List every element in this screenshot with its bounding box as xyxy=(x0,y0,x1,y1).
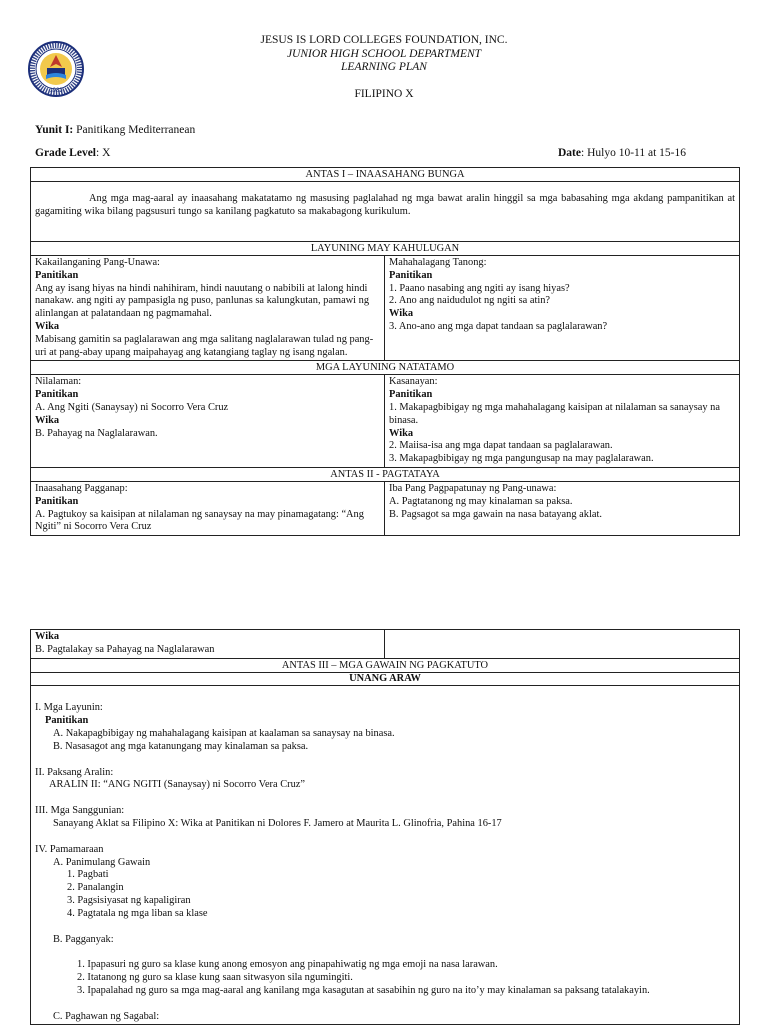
antas2-title: ANTAS II - PAGTATAYA xyxy=(31,467,740,481)
left-text: Ang ay isang hiyas na hindi nahihiram, hindi nauutang o nabibili at lalong hindi nanakaw. ang ngiti ay pampasigla ng puso, panlunas sa kalungkutan, pamawi ng alinlangan at palatandaan ng pagmamahal. xyxy=(35,282,370,320)
wika-label: Wika xyxy=(35,320,60,332)
document-header xyxy=(0,34,768,75)
skill-item: 1. Makapagbibigay ng mga mahahalagang kaisipan at nilalaman sa sanaysay na binasa. xyxy=(389,401,720,426)
panitikan-label: Panitikan xyxy=(35,269,79,281)
question-item: 2. Ano ang naidudulot ng ngiti sa atin? xyxy=(389,295,551,307)
section-heading: IV. Pamamaraan xyxy=(35,843,104,855)
nilalaman-cell xyxy=(31,375,385,468)
date-line xyxy=(558,147,686,159)
procedure-heading: C. Paghawan ng Sagabal: xyxy=(53,1010,160,1022)
panitikan-label: Panitikan xyxy=(35,495,79,507)
procedure-heading: B. Pagganyak: xyxy=(53,933,114,945)
panitikan-label: Panitikan xyxy=(389,389,433,401)
antas3-title: ANTAS III – MGA GAWAIN NG PAGKATUTO xyxy=(31,658,740,672)
subject-title: FILIPINO X xyxy=(354,88,414,100)
evidence-item: B. Pagsagot sa mga gawain na nasa batayang aklat. xyxy=(389,508,602,520)
panitikan-label: Panitikan xyxy=(389,269,433,281)
lesson-topic: ARALIN II: “ANG NGITI (Sanaysay) ni Socorro Vera Cruz” xyxy=(49,779,306,791)
performance-item: B. Pagtalakay sa Pahayag na Naglalarawan xyxy=(35,643,215,655)
question-item: 1. Paano nasabing ang ngiti ay isang hiyas? xyxy=(389,282,570,294)
wika-label: Wika xyxy=(35,414,60,426)
section-heading: II. Paksang Aralin: xyxy=(35,766,114,778)
evidence-item: A. Pagtatanong ng may kinalaman sa paksa. xyxy=(389,495,573,507)
document-type: LEARNING PLAN xyxy=(341,61,427,73)
performance-item: A. Pagtukoy sa kaisipan at nilalaman ng sanaysay na may pinamagatang: “Ang Ngiti” ni Socorro Vera Cruz xyxy=(35,508,364,533)
date-value: : Hulyo 10-11 at 15-16 xyxy=(581,147,686,159)
left-head: Inaasahang Pagganap: xyxy=(35,482,128,494)
department-name: JUNIOR HIGH SCHOOL DEPARTMENT xyxy=(286,47,482,60)
unang-araw-cell xyxy=(31,672,740,1024)
inaasahang-pagganap-cell xyxy=(31,481,385,535)
section-heading: I. Mga Layunin: xyxy=(35,702,103,714)
learning-plan-table xyxy=(30,167,740,536)
procedure-item: 3. Pagsisiyasat ng kapaligiran xyxy=(67,894,191,906)
procedure-item: 4. Pagtatala ng mga liban sa klase xyxy=(67,907,208,919)
procedure-item: 2. Panalangin xyxy=(67,882,124,894)
question-item: 3. Ano-ano ang mga dapat tandaan sa paglalarawan? xyxy=(389,320,608,332)
panitikan-label: Panitikan xyxy=(45,715,89,727)
grade-label: Grade Level xyxy=(35,147,96,159)
content-item: B. Pahayag na Naglalarawan. xyxy=(35,427,158,439)
learning-plan-table-continued xyxy=(30,629,740,1025)
objective-item: B. Nasasagot ang mga katanungang may kinalaman sa paksa. xyxy=(53,740,309,752)
grade-value: : X xyxy=(96,147,111,159)
layunin-title: LAYUNING MAY KAHULUGAN xyxy=(31,242,740,256)
reference-text: Sanayang Aklat sa Filipino X: Wika at Panitikan ni Dolores F. Jamero at Maurita L. Glinofria, Pahina 16-17 xyxy=(53,817,502,829)
unit-line xyxy=(35,124,195,136)
unit-value: Panitikang Mediterranean xyxy=(76,124,196,136)
antas1-title: ANTAS I – INAASAHANG BUNGA xyxy=(31,168,740,182)
left-head: Nilalaman: xyxy=(35,376,82,388)
date-label: Date xyxy=(558,147,581,159)
content-item: A. Ang Ngiti (Sanaysay) ni Socorro Vera Cruz xyxy=(35,401,229,413)
procedure-item: 3. Ipapalahad ng guro sa mga mag-aaral ang kanilang mga kasagutan at sasabihin ng guro na ito’y may kinalaman sa paksang tatalakayin. xyxy=(77,984,650,996)
kakailanganing-pang-unawa-cell xyxy=(31,256,385,361)
left-text: Mabisang gamitin sa paglalarawan ang mga salitang naglalarawan tulad ng pang-uri at pang-abay upang maipahayag ang katangiang taglay ng isang ngalan. xyxy=(35,333,374,358)
natatamo-title: MGA LAYUNING NATATAMO xyxy=(31,361,740,375)
unit-label: Yunit I: xyxy=(35,124,74,136)
wika-label: Wika xyxy=(35,631,60,642)
skill-item: 2. Maiisa-isa ang mga dapat tandaan sa paglalarawan. xyxy=(389,440,613,452)
right-head: Kasanayan: xyxy=(389,376,438,388)
left-head: Kakailanganing Pang-Unawa: xyxy=(35,257,160,268)
panitikan-label: Panitikan xyxy=(35,389,79,401)
school-name: JESUS IS LORD COLLEGES FOUNDATION, INC. xyxy=(260,34,508,46)
kasanayan-cell xyxy=(385,375,740,468)
svg-text:1983: 1983 xyxy=(49,88,63,94)
empty-cell xyxy=(385,630,740,659)
antas1-paragraph: Ang mga mag-aaral ay inaasahang makatatamo ng masusing paglalahad ng mga bawat aralin hinggil sa mga babasahing mga akdang pampanitikan at gagamiting wika bilang pagsusuri tungo sa kanilang pagkatuto sa makabagong kurikulum. xyxy=(31,182,740,242)
activities-body xyxy=(31,685,739,1023)
objective-item: A. Nakapagbibigay ng mahahalagang kaisipan at kaalaman sa sanaysay na binasa. xyxy=(53,727,395,739)
grade-line xyxy=(35,147,110,159)
procedure-item: 1. Ipapasuri ng guro sa klase kung anong emosyon ang pinapahiwatig ng mga emoji na nasa larawan. xyxy=(77,959,498,971)
right-head: Mahahalagang Tanong: xyxy=(389,257,487,268)
skill-item: 3. Makapagbibigay ng mga pangungusap na may paglalarawan. xyxy=(389,453,654,465)
section-heading: III. Mga Sanggunian: xyxy=(35,805,125,817)
wika-label: Wika xyxy=(389,427,414,439)
wika-label: Wika xyxy=(389,308,414,320)
procedure-item: 2. Itatanong ng guro sa klase kung saan sitwasyon sila ngumingiti. xyxy=(77,972,353,984)
day-title: UNANG ARAW xyxy=(349,672,421,684)
right-head: Iba Pang Pagpapatunay ng Pang-unawa: xyxy=(389,482,557,494)
mahahalagang-tanong-cell xyxy=(385,256,740,361)
iba-pang-pagpapatunay-cell xyxy=(385,481,740,535)
wika-continued-cell xyxy=(31,630,385,659)
procedure-item: 1. Pagbati xyxy=(67,869,109,881)
procedure-heading: A. Panimulang Gawain xyxy=(53,856,151,868)
